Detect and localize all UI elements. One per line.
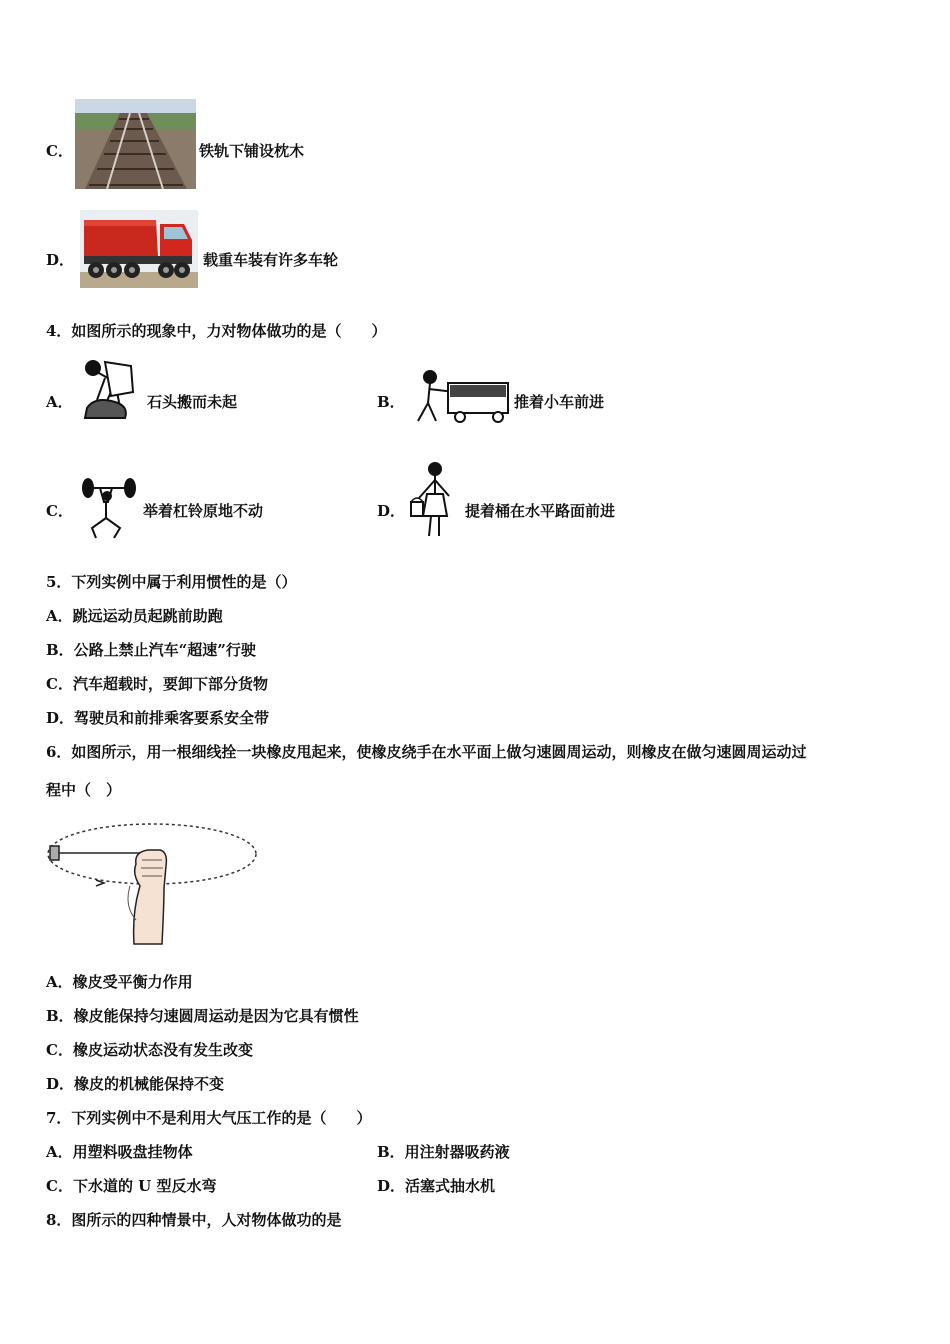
q3-option-d-text: 载重车装有许多车轮 (203, 251, 339, 269)
q7-option-c: C．下水道的 U 型反水弯 (46, 1177, 217, 1195)
q6-option-a: A．橡皮受平衡力作用 (46, 973, 193, 991)
pushing-cart-figure (404, 369, 512, 425)
q7-option-b: B．用注射器吸药液 (377, 1143, 510, 1161)
q6-stem-line2: 程中（ ） (46, 781, 122, 799)
q7-option-a: A．用塑料吸盘挂物体 (46, 1143, 193, 1161)
q7-stem: 7．下列实例中不是利用大气压工作的是（ ） (46, 1109, 372, 1127)
q4-option-a-text: 石头搬而未起 (147, 393, 238, 411)
q4-stem: 4．如图所示的现象中，力对物体做功的是（ ） (46, 322, 387, 340)
carrying-bucket-figure (405, 460, 461, 540)
weightlifter-figure (80, 472, 138, 540)
q5-option-a: A．跳远运动员起跳前助跑 (46, 607, 223, 625)
q5-stem: 5．下列实例中属于利用惯性的是（） (46, 573, 297, 591)
q3-option-d-label: D． (46, 251, 75, 269)
q3-option-c-label: C． (46, 142, 73, 160)
eraser-circular-motion-figure (44, 816, 260, 948)
q4-option-b-text: 推着小车前进 (514, 393, 605, 411)
q6-option-d: D．橡皮的机械能保持不变 (46, 1075, 225, 1093)
q4-option-a-label: A． (46, 393, 73, 411)
lifting-stone-figure (75, 356, 137, 422)
q5-option-d: D．驾驶员和前排乘客要系安全带 (46, 709, 270, 727)
q5-option-b: B．公路上禁止汽车“超速”行驶 (46, 641, 256, 659)
q8-stem: 8．图所示的四种情景中，人对物体做功的是 (46, 1211, 342, 1229)
q6-option-c: C．橡皮运动状态没有发生改变 (46, 1041, 253, 1059)
q4-option-d-text: 提着桶在水平路面前进 (465, 502, 616, 520)
q4-option-b-label: B． (377, 393, 405, 411)
dump-truck-image (80, 210, 198, 288)
q5-option-c: C．汽车超载时，要卸下部分货物 (46, 675, 268, 693)
q7-option-d: D．活塞式抽水机 (377, 1177, 496, 1195)
q4-option-d-label: D． (377, 502, 406, 520)
railway-track-image (75, 99, 196, 189)
q6-stem-line1: 6．如图所示，用一根细线拴一块橡皮甩起来，使橡皮绕手在水平面上做匀速圆周运动，则橡皮在做匀速圆周运动过 (46, 743, 807, 761)
q4-option-c-text: 举着杠铃原地不动 (143, 502, 264, 520)
q3-option-c-text: 铁轨下铺设枕木 (199, 142, 305, 160)
q4-option-c-label: C． (46, 502, 73, 520)
q6-option-b: B．橡皮能保持匀速圆周运动是因为它具有惯性 (46, 1007, 359, 1025)
